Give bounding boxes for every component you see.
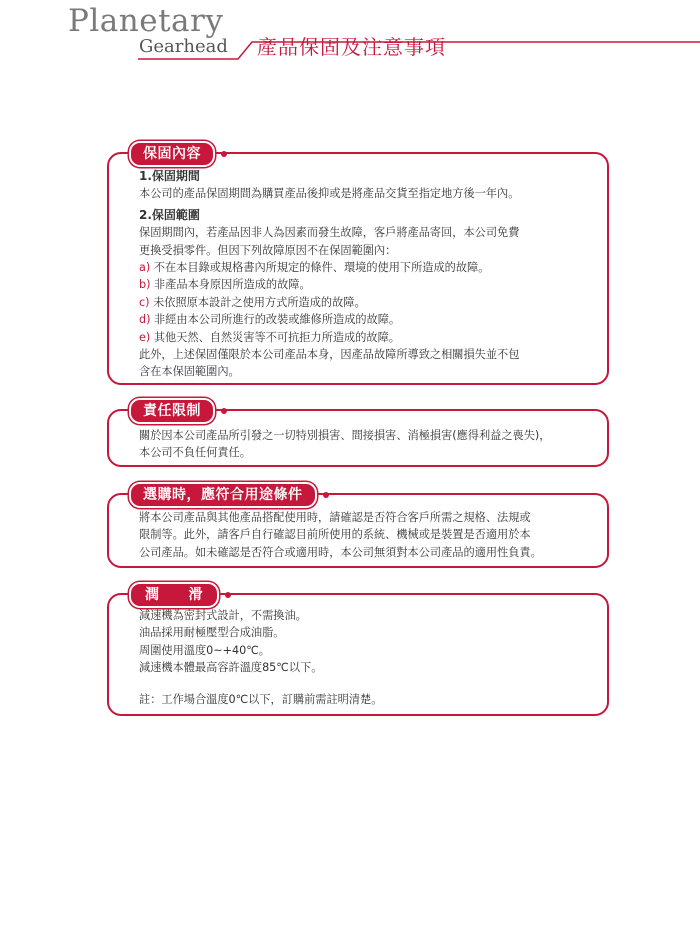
spacer <box>139 677 599 691</box>
exclusion-item <box>139 276 599 293</box>
lubrication-tag: 潤 滑 <box>129 582 219 608</box>
selection-line: 公司產品。如未確認是否符合或適用時，本公司無須對本公司產品的適用性負責。 <box>139 545 542 559</box>
warranty-tag: 保固內容 <box>129 141 215 167</box>
tag-dot <box>221 408 227 414</box>
brand-planetary: Planetary <box>68 3 224 39</box>
lubrication-content <box>139 607 599 708</box>
warranty-content <box>139 168 599 381</box>
period-heading: 1.保固期間 <box>139 169 200 183</box>
selection-section <box>107 487 609 568</box>
period-text: 本公司的產品保固期間為購買產品後抑或是將產品交貨至指定地方後一年內。 <box>139 187 520 201</box>
lubrication-note: 註：工作場合溫度0℃以下，訂購前需註明清楚。 <box>139 692 383 706</box>
item-marker: a) <box>139 261 151 275</box>
page-title: 產品保固及注意事項 <box>257 35 446 59</box>
tag-dot <box>323 492 329 498</box>
item-marker: b) <box>139 278 151 292</box>
lubrication-line: 減速機本體最高容許溫度85℃以下。 <box>139 661 323 675</box>
item-text: 非產品本身原因所造成的故障。 <box>154 278 311 292</box>
note-line: 含在本保固範圍內。 <box>139 365 240 379</box>
selection-line: 將本公司產品與其他產品搭配使用時，請確認是否符合客戶所需之規格、法規或 <box>139 511 531 524</box>
warranty-section <box>107 146 609 385</box>
liability-tag: 責任限制 <box>129 398 215 424</box>
lubrication-section <box>107 587 609 716</box>
exclusion-item <box>139 294 599 311</box>
tag-dot <box>221 151 227 157</box>
liability-line: 本公司不負任何責任。 <box>139 446 251 460</box>
scope-line: 保固期間內，若產品因非人為因素而發生故障，客戶將產品寄回，本公司免費 <box>139 226 520 240</box>
exclusion-item <box>139 329 599 346</box>
liability-line: 關於因本公司產品所引發之一切特別損害、間接損害、消極損害(應得利益之喪失)， <box>139 429 551 442</box>
scope-line: 更換受損零件。但因下列故障原因不在保固範圍內： <box>139 243 397 257</box>
exclusion-item <box>139 259 599 276</box>
item-marker: e) <box>139 330 151 344</box>
selection-tag: 選購時，應符合用途條件 <box>129 482 317 508</box>
brand-gearhead: Gearhead <box>139 36 228 57</box>
liability-tag-row <box>129 399 227 423</box>
note-line: 此外，上述保固僅限於本公司產品本身，因產品故障所導致之相關損失並不包 <box>139 348 520 362</box>
selection-content <box>139 509 599 561</box>
item-text: 非經由本公司所進行的改裝或維修所造成的故障。 <box>154 313 401 327</box>
item-marker: c) <box>139 295 150 309</box>
selection-tag-row <box>129 483 329 507</box>
item-text: 未依照原本設計之使用方式所造成的故障。 <box>153 295 366 309</box>
lubrication-tag-row <box>129 583 231 607</box>
item-text: 不在本目錄或規格書內所規定的條件、環境的使用下所造成的故障。 <box>153 261 490 275</box>
warranty-tag-row <box>129 142 227 166</box>
exclusion-item <box>139 311 599 328</box>
liability-content <box>139 427 599 462</box>
tag-dot <box>225 592 231 598</box>
selection-line: 限制等。此外，請客戶自行確認目前所使用的系統、機械或是裝置是否適用於本 <box>139 528 531 542</box>
item-marker: d) <box>139 313 151 327</box>
liability-section <box>107 403 609 467</box>
item-text: 其他天然、自然災害等不可抗拒力所造成的故障。 <box>153 330 400 344</box>
lubrication-line: 油品採用耐極壓型合成油脂。 <box>139 626 285 640</box>
lubrication-line: 減速機為密封式設計，不需換油。 <box>139 609 307 622</box>
lubrication-line: 周圍使用溫度0~+40℃。 <box>139 643 270 657</box>
scope-heading: 2.保固範圍 <box>139 207 200 222</box>
